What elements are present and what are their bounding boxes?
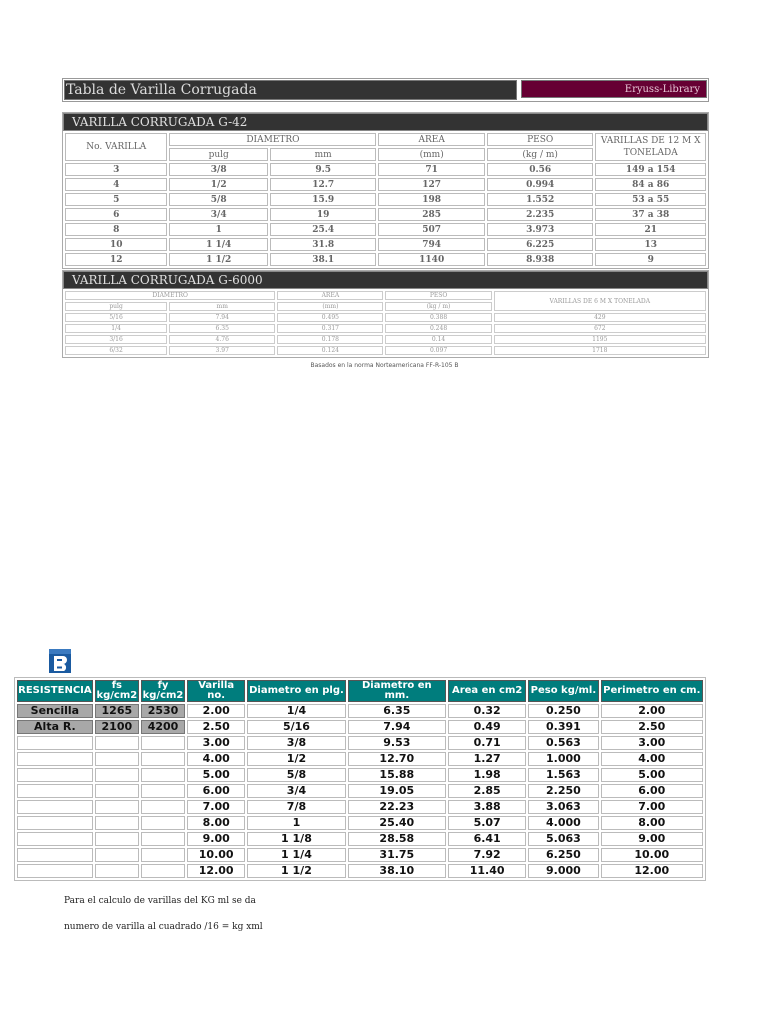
col-varillas: VARILLAS DE 12 M X TONELADA	[595, 133, 706, 161]
table-cell: 1195	[494, 335, 706, 344]
table-cell: 198	[378, 193, 485, 206]
table-cell: 7.94	[169, 313, 275, 322]
table-cell: 1 1/4	[247, 848, 345, 862]
column-header: Perimetro en cm.	[601, 680, 703, 702]
table-cell: 507	[378, 223, 485, 236]
column-header: Diametro en plg.	[247, 680, 345, 702]
column-header: Area en cm2	[448, 680, 526, 702]
norm-note: Basados en la norma Norteamericana FF-R-105 B	[310, 362, 459, 369]
table-cell: 21	[595, 223, 706, 236]
table-cell: 37 a 38	[595, 208, 706, 221]
table-cell: 19.05	[348, 784, 446, 798]
column-header: Peso kg/ml.	[528, 680, 598, 702]
col-pulg: pulg	[65, 302, 167, 311]
logo-icon	[47, 645, 73, 677]
table-cell: 2.50	[187, 720, 245, 734]
table-cell: 0.563	[528, 736, 598, 750]
table-cell: 8.938	[487, 253, 594, 266]
table-cell: 3.88	[448, 800, 526, 814]
table-cell: 6.225	[487, 238, 594, 251]
table-cell: 6.250	[528, 848, 598, 862]
table-cell: 12.00	[601, 864, 703, 878]
table-cell: 0.178	[277, 335, 383, 344]
col-pulg: pulg	[169, 148, 267, 161]
table-cell: 25.4	[270, 223, 377, 236]
col-no-varilla: No. VARILLA	[65, 133, 167, 161]
empty-cell	[95, 768, 139, 782]
table-cell: 7.00	[601, 800, 703, 814]
table-cell: 1.000	[528, 752, 598, 766]
table-cell: 127	[378, 178, 485, 191]
table-cell: 0.71	[448, 736, 526, 750]
table-cell: 3/16	[65, 335, 167, 344]
table-cell: 1 1/2	[247, 864, 345, 878]
table-cell: 0.248	[385, 324, 491, 333]
empty-cell	[17, 784, 93, 798]
table-row	[17, 784, 703, 798]
col-peso-unit: (kg / m)	[385, 302, 491, 311]
table-g6000	[62, 270, 709, 358]
table-cell: 0.56	[487, 163, 594, 176]
table-cell: 12.7	[270, 178, 377, 191]
empty-cell	[17, 736, 93, 750]
table-cell: 3/8	[247, 736, 345, 750]
table-cell: 25.40	[348, 816, 446, 830]
table-cell: 12	[65, 253, 167, 266]
table-cell: 2.50	[601, 720, 703, 734]
empty-cell	[95, 864, 139, 878]
table-cell: 2.00	[601, 704, 703, 718]
resistencia-cell: Alta R.	[17, 720, 93, 734]
table-cell: 22.23	[348, 800, 446, 814]
table-cell: 3/4	[169, 208, 267, 221]
table-cell: 1.98	[448, 768, 526, 782]
table-cell: 0.250	[528, 704, 598, 718]
col-peso-unit: (kg / m)	[487, 148, 594, 161]
table-cell: 38.1	[270, 253, 377, 266]
table-cell: 10.00	[187, 848, 245, 862]
table-cell: 4.000	[528, 816, 598, 830]
table-cell: 6.35	[169, 324, 275, 333]
col-peso: PESO	[385, 291, 491, 300]
footer-line-1: Para el calculo de varillas del KG ml se da	[64, 896, 256, 906]
col-varillas: VARILLAS DE 6 M X TONELADA	[494, 291, 706, 311]
empty-cell	[17, 800, 93, 814]
footer-line-2: numero de varilla al cuadrado /16 = kg xml	[64, 922, 263, 932]
table-row	[65, 178, 706, 191]
table-cell: 1.552	[487, 193, 594, 206]
table-cell: 4.00	[601, 752, 703, 766]
table-cell: 8.00	[187, 816, 245, 830]
table-row	[65, 346, 706, 355]
table-cell: 5/8	[247, 768, 345, 782]
empty-cell	[17, 752, 93, 766]
table-row	[65, 163, 706, 176]
table-row	[17, 752, 703, 766]
table-cell: 7.00	[187, 800, 245, 814]
table-cell: 7.94	[348, 720, 446, 734]
table-cell: 5.063	[528, 832, 598, 846]
resistencia-cell: Sencilla	[17, 704, 93, 718]
table-cell: 3/4	[247, 784, 345, 798]
table-cell: 1/2	[169, 178, 267, 191]
table-cell: 285	[378, 208, 485, 221]
table-row	[17, 704, 703, 718]
column-header: RESISTENCIA	[17, 680, 93, 702]
table-cell: 1718	[494, 346, 706, 355]
table-cell: 5/16	[65, 313, 167, 322]
table-cell: 1/4	[65, 324, 167, 333]
table-cell: 149 a 154	[595, 163, 706, 176]
table-cell: 3.973	[487, 223, 594, 236]
empty-cell	[141, 736, 185, 750]
column-header: fy kg/cm2	[142, 680, 184, 701]
table-cell: 672	[494, 324, 706, 333]
resistencia-cell: 1265	[95, 704, 139, 718]
table-cell: 5.00	[601, 768, 703, 782]
empty-cell	[141, 832, 185, 846]
col-area: AREA	[277, 291, 383, 300]
table-cell: 13	[595, 238, 706, 251]
table-cell: 1.563	[528, 768, 598, 782]
resistencia-cell: 2530	[141, 704, 185, 718]
empty-cell	[141, 864, 185, 878]
table-cell: 8	[65, 223, 167, 236]
table-varillas-resistencia	[14, 677, 706, 881]
empty-cell	[95, 784, 139, 798]
table-cell: 6.41	[448, 832, 526, 846]
table-row	[17, 848, 703, 862]
table-row	[65, 253, 706, 266]
table-cell: 1 1/4	[169, 238, 267, 251]
table-cell: 3.97	[169, 346, 275, 355]
table-cell: 11.40	[448, 864, 526, 878]
table-cell: 1.27	[448, 752, 526, 766]
col-diametro: DIAMETRO	[65, 291, 275, 300]
empty-cell	[95, 736, 139, 750]
empty-cell	[95, 816, 139, 830]
table-cell: 19	[270, 208, 377, 221]
table-cell: 0.14	[385, 335, 491, 344]
table-cell: 0.097	[385, 346, 491, 355]
table-row	[17, 720, 703, 734]
table-row	[65, 335, 706, 344]
table-cell: 5.07	[448, 816, 526, 830]
column-header: Varilla no.	[187, 680, 245, 702]
brand-label[interactable]: Eryuss-Library	[521, 80, 707, 98]
table-row	[17, 800, 703, 814]
table-cell: 9.5	[270, 163, 377, 176]
table-cell: 8.00	[601, 816, 703, 830]
empty-cell	[141, 768, 185, 782]
table-cell: 1 1/8	[247, 832, 345, 846]
empty-cell	[17, 768, 93, 782]
table-cell: 6.35	[348, 704, 446, 718]
table-cell: 6/32	[65, 346, 167, 355]
table-cell: 9.53	[348, 736, 446, 750]
col-mm: mm	[270, 148, 377, 161]
table-cell: 3/8	[169, 163, 267, 176]
col-mm: mm	[169, 302, 275, 311]
table-cell: 2.85	[448, 784, 526, 798]
empty-cell	[17, 816, 93, 830]
empty-cell	[95, 848, 139, 862]
table-cell: 9.000	[528, 864, 598, 878]
col-diametro: DIAMETRO	[169, 133, 376, 146]
table-cell: 0.495	[277, 313, 383, 322]
table-cell: 3	[65, 163, 167, 176]
table-row	[17, 736, 703, 750]
table-cell: 10.00	[601, 848, 703, 862]
table-cell: 6.00	[601, 784, 703, 798]
table-g42-caption: VARILLA CORRUGADA G-42	[63, 113, 708, 131]
table-cell: 6.00	[187, 784, 245, 798]
table-cell: 1/4	[247, 704, 345, 718]
table-g6000-caption: VARILLA CORRUGADA G-6000	[63, 271, 708, 289]
table-cell: 6	[65, 208, 167, 221]
empty-cell	[141, 816, 185, 830]
page-header	[62, 78, 709, 102]
table-cell: 28.58	[348, 832, 446, 846]
col-area-unit: (mm)	[277, 302, 383, 311]
table-cell: 12.70	[348, 752, 446, 766]
resistencia-cell: 4200	[141, 720, 185, 734]
table-cell: 84 a 86	[595, 178, 706, 191]
table-cell: 7.92	[448, 848, 526, 862]
table-row	[65, 193, 706, 206]
col-area-unit: (mm)	[378, 148, 485, 161]
table-row	[65, 313, 706, 322]
table-cell: 9	[595, 253, 706, 266]
empty-cell	[141, 752, 185, 766]
table-cell: 1	[169, 223, 267, 236]
table-cell: 38.10	[348, 864, 446, 878]
table-cell: 9.00	[601, 832, 703, 846]
table-cell: 4	[65, 178, 167, 191]
table-cell: 2.235	[487, 208, 594, 221]
table-row	[17, 768, 703, 782]
table-row	[65, 324, 706, 333]
col-area: AREA	[378, 133, 485, 146]
empty-cell	[17, 832, 93, 846]
table-cell: 3.063	[528, 800, 598, 814]
table-cell: 15.88	[348, 768, 446, 782]
table-cell: 71	[378, 163, 485, 176]
table-cell: 5/8	[169, 193, 267, 206]
table-cell: 794	[378, 238, 485, 251]
table-cell: 0.124	[277, 346, 383, 355]
empty-cell	[141, 848, 185, 862]
table-cell: 4.76	[169, 335, 275, 344]
table-g42	[62, 112, 709, 269]
empty-cell	[17, 848, 93, 862]
table-cell: 1/2	[247, 752, 345, 766]
table-cell: 429	[494, 313, 706, 322]
empty-cell	[17, 864, 93, 878]
resistencia-cell: 2100	[95, 720, 139, 734]
table-row	[65, 223, 706, 236]
table-cell: 9.00	[187, 832, 245, 846]
empty-cell	[95, 832, 139, 846]
table-cell: 5/16	[247, 720, 345, 734]
table-cell: 0.388	[385, 313, 491, 322]
table-cell: 2.00	[187, 704, 245, 718]
table-cell: 1140	[378, 253, 485, 266]
empty-cell	[141, 800, 185, 814]
table-cell: 0.317	[277, 324, 383, 333]
table-cell: 2.250	[528, 784, 598, 798]
table-cell: 0.391	[528, 720, 598, 734]
col-peso: PESO	[487, 133, 594, 146]
table-cell: 1	[247, 816, 345, 830]
table-cell: 31.75	[348, 848, 446, 862]
table-cell: 10	[65, 238, 167, 251]
table-cell: 4.00	[187, 752, 245, 766]
empty-cell	[95, 752, 139, 766]
table-cell: 0.994	[487, 178, 594, 191]
table-cell: 12.00	[187, 864, 245, 878]
page-title: Tabla de Varilla Corrugada	[64, 80, 517, 100]
table-cell: 3.00	[187, 736, 245, 750]
table-cell: 31.8	[270, 238, 377, 251]
table-cell: 0.32	[448, 704, 526, 718]
table-row	[17, 864, 703, 878]
table-cell: 5	[65, 193, 167, 206]
table-cell: 15.9	[270, 193, 377, 206]
column-header: fs kg/cm2	[96, 680, 138, 701]
table-cell: 7/8	[247, 800, 345, 814]
empty-cell	[95, 800, 139, 814]
table-cell: 0.49	[448, 720, 526, 734]
table-row	[65, 208, 706, 221]
table-cell: 53 a 55	[595, 193, 706, 206]
empty-cell	[141, 784, 185, 798]
table-row	[65, 238, 706, 251]
table-row	[17, 832, 703, 846]
column-header: Diametro en mm.	[348, 680, 446, 702]
table-cell: 3.00	[601, 736, 703, 750]
table-cell: 5.00	[187, 768, 245, 782]
table-row	[17, 816, 703, 830]
table-cell: 1 1/2	[169, 253, 267, 266]
